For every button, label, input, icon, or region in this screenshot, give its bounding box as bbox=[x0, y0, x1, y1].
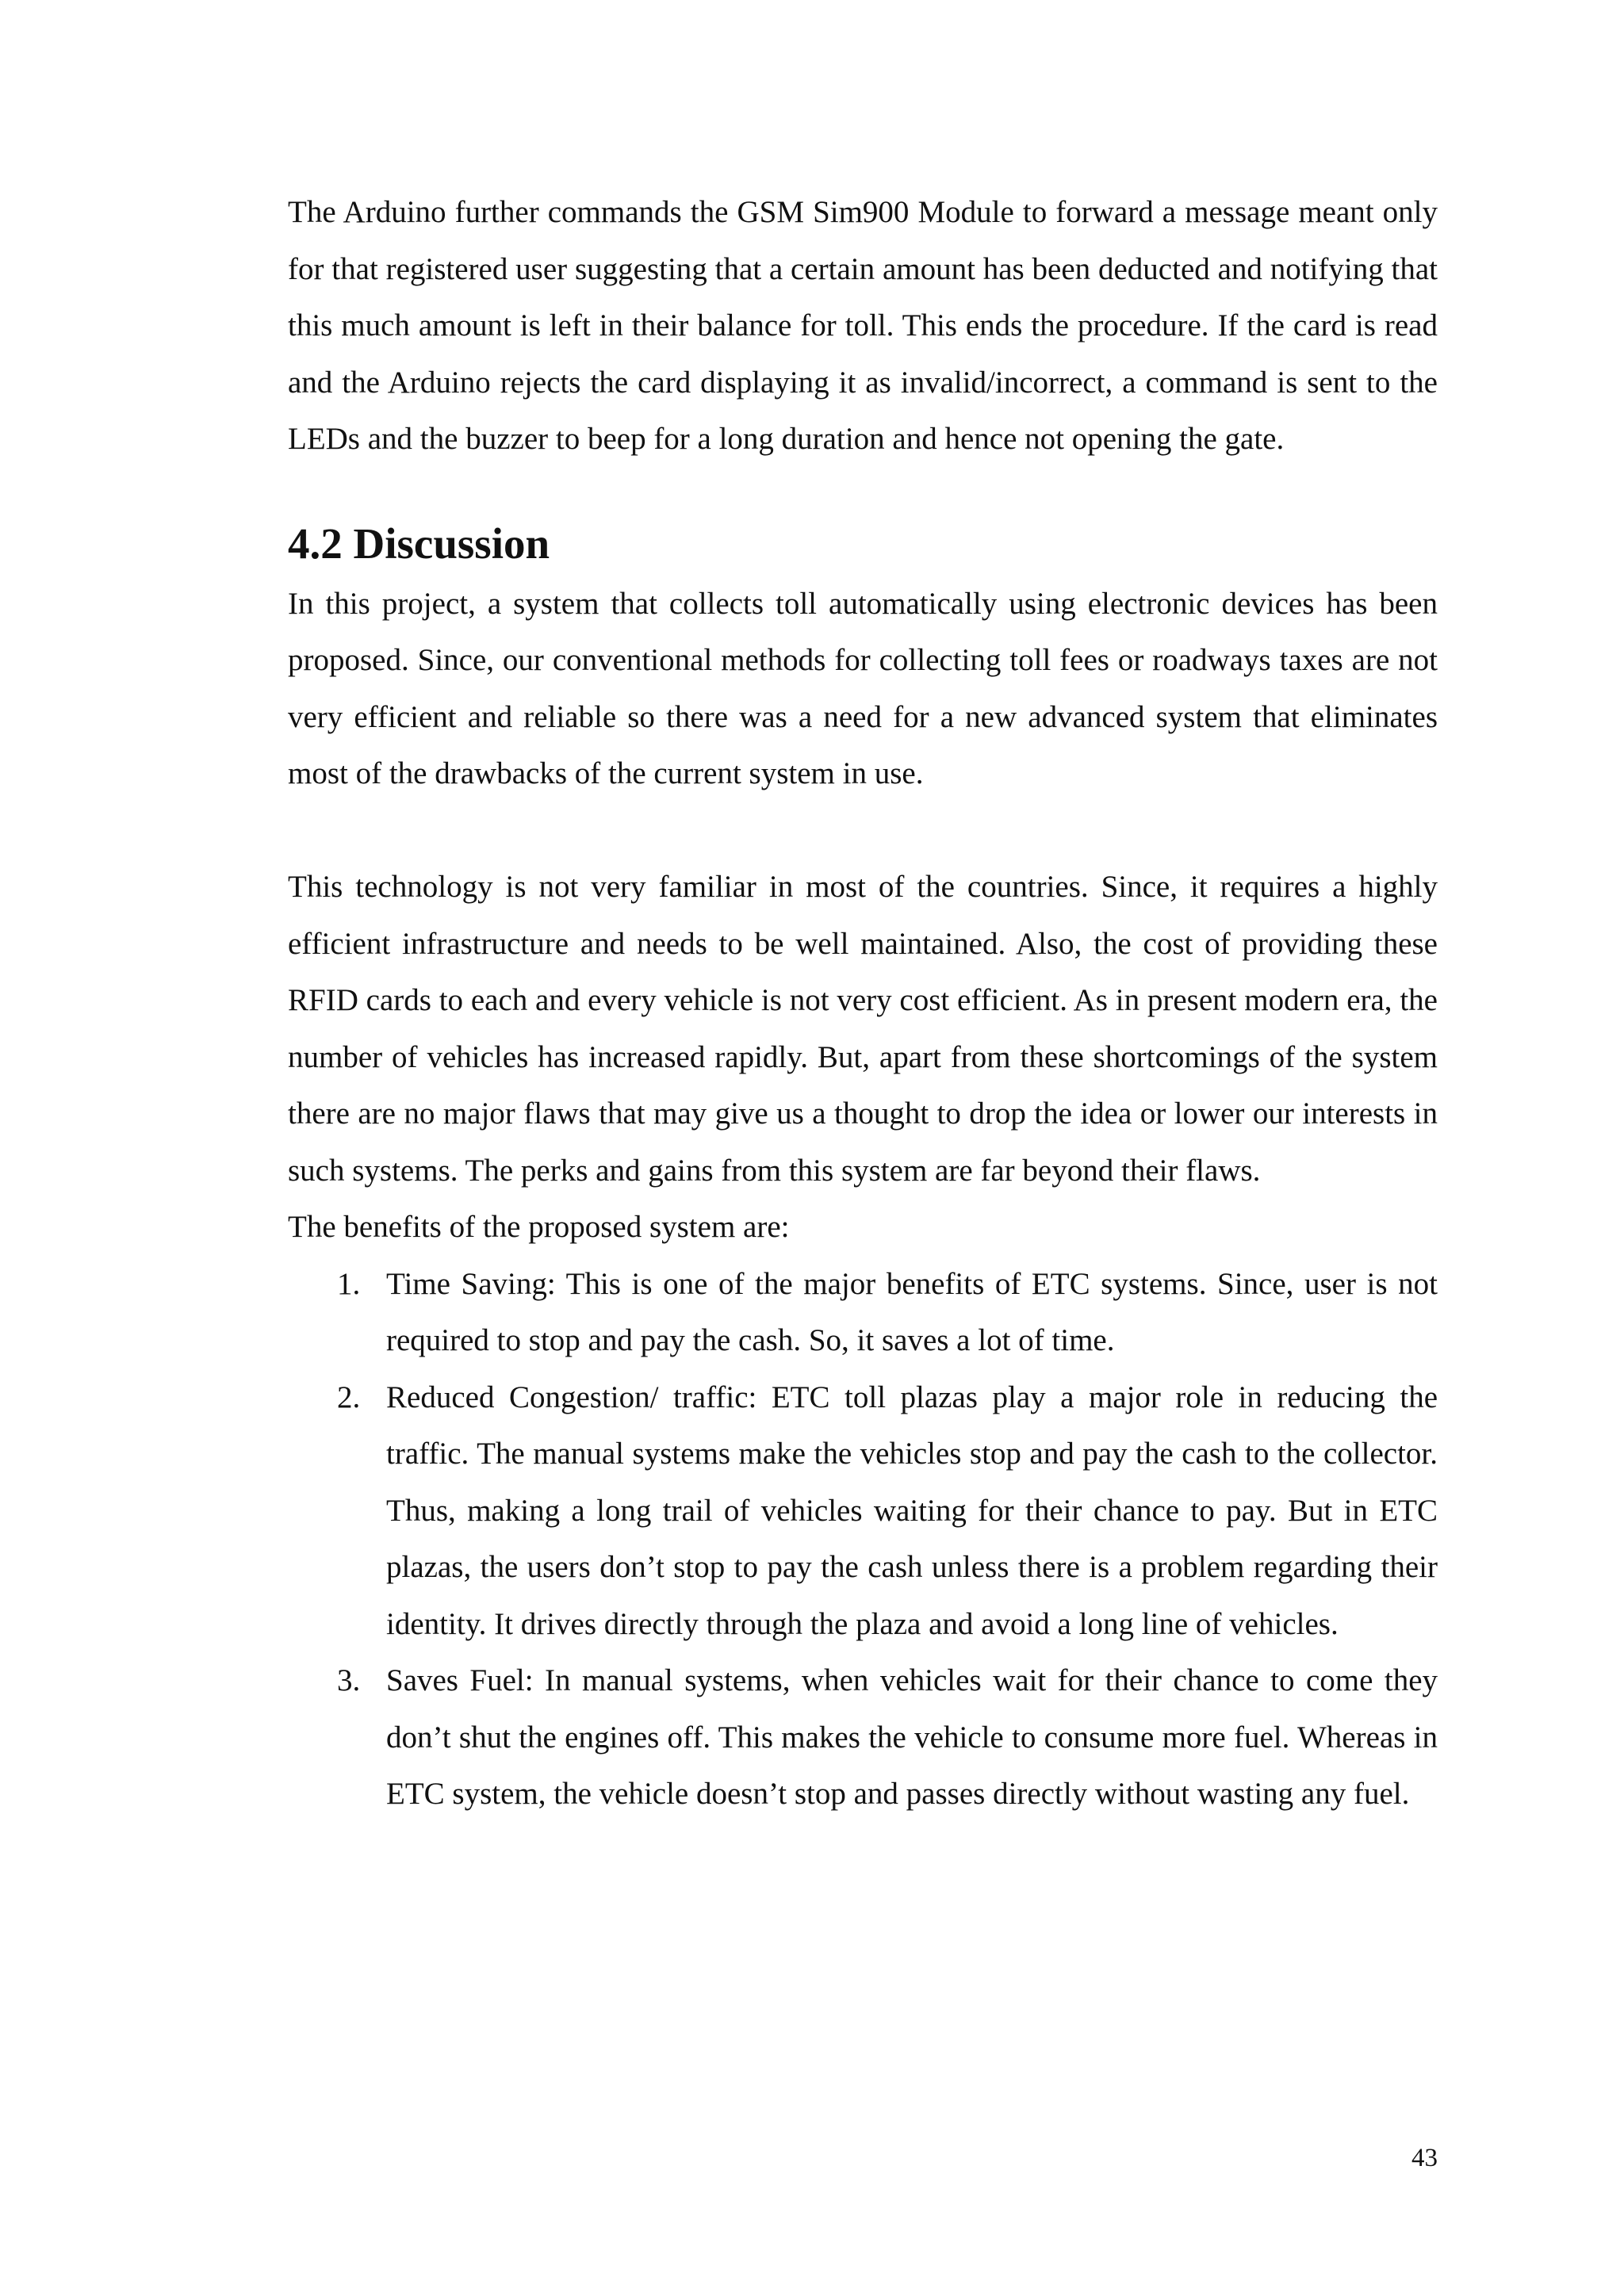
list-item bbox=[288, 1652, 1438, 1823]
list-item bbox=[288, 1256, 1438, 1369]
list-item-number: 2. bbox=[337, 1380, 361, 1414]
list-item-text: Saves Fuel: In manual systems, when vehicles wait for their chance to come they don’t shut the engines off. This makes the vehicle to consume more fuel. Whereas in ETC system, the vehicle doesn’t stop and passes directly without wasting any fuel. bbox=[386, 1663, 1438, 1811]
list-item-text: Time Saving: This is one of the major benefits of ETC systems. Since, user is not required to stop and pay the cash. So, it saves a lot of time. bbox=[386, 1266, 1438, 1357]
list-item-number: 3. bbox=[337, 1663, 361, 1697]
page-content bbox=[288, 184, 1438, 1823]
list-item-number: 1. bbox=[337, 1266, 361, 1301]
discussion-paragraph-1: In this project, a system that collects toll automatically using electronic devices has been proposed. Since, our conventional methods for collecting toll fees or roadways taxes are not very efficient and reliable so there was a need for a new advanced system that eliminates most of the drawbacks of the current system in use. bbox=[288, 586, 1438, 790]
intro-paragraph: The Arduino further commands the GSM Sim900 Module to forward a message meant only for that registered user suggesting that a certain amount has been deducted and notifying that this much amount is left in their balance for toll. This ends the procedure. If the card is read and the Arduino rejects the card displaying it as invalid/incorrect, a command is sent to the LEDs and the buzzer to beep for a long duration and hence not opening the gate. bbox=[288, 195, 1438, 456]
list-item bbox=[288, 1369, 1438, 1653]
benefits-intro: The benefits of the proposed system are: bbox=[288, 1210, 790, 1244]
paragraph-spacer bbox=[288, 802, 1438, 859]
page-number: 43 bbox=[1411, 2144, 1438, 2172]
list-item-text: Reduced Congestion/ traffic: ETC toll plazas play a major role in reducing the traffic. The manual systems make the vehicles stop and pay the cash to the collector. Thus, making a long trail of vehicles waiting for their chance to pay. But in ETC plazas, the users don’t stop to pay the cash unless there is a problem regarding their identity. It drives directly through the plaza and avoid a long line of vehicles. bbox=[386, 1380, 1438, 1641]
benefits-list bbox=[288, 1256, 1438, 1823]
section-heading: 4.2 Discussion bbox=[288, 519, 550, 568]
discussion-paragraph-2: This technology is not very familiar in most of the countries. Since, it requires a highly efficient infrastructure and needs to be well maintained. Also, the cost of providing these RFID cards to each and every vehicle is not very cost efficient. As in present modern era, the number of vehicles has increased rapidly. But, apart from these shortcomings of the system there are no major flaws that may give us a thought to drop the idea or lower our interests in such systems. The perks and gains from this system are far beyond their flaws. bbox=[288, 870, 1438, 1188]
